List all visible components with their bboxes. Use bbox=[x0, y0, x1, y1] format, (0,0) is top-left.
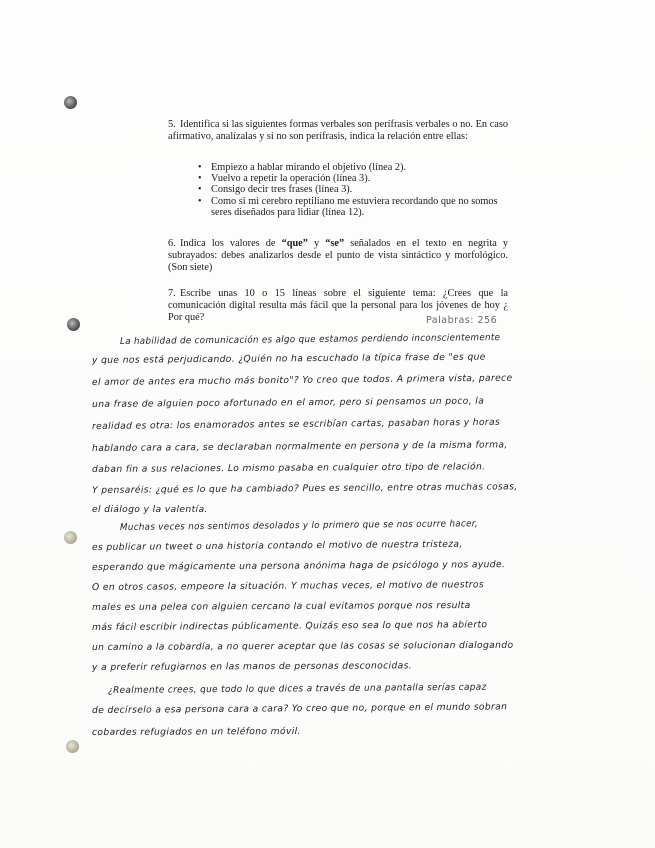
handwritten-line: realidad es otra: los enamorados antes se escribían cartas, pasaban horas y horas bbox=[91, 416, 501, 432]
handwritten-line: y a preferir refugiarnos en las manos de personas desconocidas. bbox=[91, 660, 413, 673]
question-text: Identifica si las siguientes formas verbales son perífrasis verbales o no. En caso afirmativo, analízalas y si no son perífrasis, indica la relación entre ellas: bbox=[168, 119, 508, 142]
handwritten-line: males es una pelea con alguien cercano la cual evitamos porque nos resulta bbox=[91, 600, 471, 613]
question-text: y bbox=[307, 238, 326, 249]
handwritten-line: cobardes refugiados en un teléfono móvil. bbox=[91, 725, 301, 738]
bold-term-se: “se” bbox=[325, 238, 345, 249]
bold-term-que: “que” bbox=[281, 238, 308, 249]
handwritten-line: un camino a la cobardía, a no querer aceptar que las cosas se solucionan dialogando bbox=[91, 639, 514, 653]
question-6 bbox=[168, 238, 508, 274]
handwritten-line: La habilidad de comunicación es algo que estamos perdiendo inconscientemente bbox=[119, 332, 501, 347]
punch-hole bbox=[64, 531, 77, 544]
handwritten-line: el amor de antes era mucho más bonito"? Yo creo que todos. A primera vista, parece bbox=[91, 372, 513, 388]
question-text: Indica los valores de bbox=[180, 238, 282, 249]
list-item: • Vuelvo a repetir la operación (línea 3). bbox=[198, 173, 498, 184]
handwritten-line: O en otros casos, empeore la situación. Y muchas veces, el motivo de nuestros bbox=[91, 579, 485, 593]
handwritten-line: es publicar un tweet o una historia contando el motivo de nuestra tristeza, bbox=[91, 538, 463, 553]
handwritten-line: daban fin a sus relaciones. Lo mismo pasaba en cualquier otro tipo de relación. bbox=[91, 461, 486, 475]
handwritten-line: una frase de alguien poco afortunado en el amor, pero si pensamos un poco, la bbox=[91, 395, 485, 410]
handwritten-line: y que nos está perjudicando. ¿Quién no ha escuchado la típica frase de "es que bbox=[91, 351, 486, 366]
question-number: 7. bbox=[168, 288, 176, 299]
question-number: 5. bbox=[168, 119, 176, 130]
question-number: 6. bbox=[168, 238, 176, 249]
handwritten-line: esperando que mágicamente una persona anónima haga de psicólogo y nos ayude. bbox=[91, 559, 506, 573]
punch-hole bbox=[67, 318, 80, 331]
question-5 bbox=[168, 119, 508, 143]
verb-forms-list bbox=[198, 162, 498, 218]
handwritten-line: ¿Realmente crees, que todo lo que dices a través de una pantalla serías capaz bbox=[107, 681, 487, 696]
word-count: Palabras: 256 bbox=[426, 315, 498, 326]
handwritten-line: de decírselo a esa persona cara a cara? Yo creo que no, porque en el mundo sobran bbox=[91, 701, 508, 716]
punch-hole bbox=[66, 740, 79, 753]
list-item: • Empiezo a hablar mirando el objetivo (línea 2). bbox=[198, 162, 498, 173]
handwritten-line: Y pensaréis: ¿qué es lo que ha cambiado? Pues es sencillo, entre otras muchas cosas, bbox=[91, 481, 518, 496]
list-item: • Como si mi cerebro reptiliano me estuviera recordando que no somos seres diseñados para lidiar (línea 12). bbox=[198, 196, 498, 218]
question-text: Escribe unas 10 o 15 líneas sobre el siguiente tema: ¿Crees que la comunicación digital resulta más fácil que la personal para los jóvenes de hoy ¿ Por qué? bbox=[168, 288, 508, 323]
handwritten-line: el diálogo y la valentía. bbox=[92, 504, 208, 515]
question-text: señalados en el texto en negrita y subrayados: debes analizarlos desde el punto de vista sintáctico y morfológico. (Son siete) bbox=[168, 238, 509, 273]
punch-hole bbox=[64, 96, 77, 109]
handwritten-line: hablando cara a cara, se declaraban normalmente en persona y de la misma forma, bbox=[91, 439, 508, 454]
list-item: • Consigo decir tres frases (línea 3). bbox=[198, 184, 498, 195]
handwritten-line: más fácil escribir indirectas públicamente. Quizás eso sea lo que nos ha abierto bbox=[91, 619, 488, 633]
handwritten-line: Muchas veces nos sentimos desolados y lo primero que se nos ocurre hacer, bbox=[119, 518, 479, 533]
